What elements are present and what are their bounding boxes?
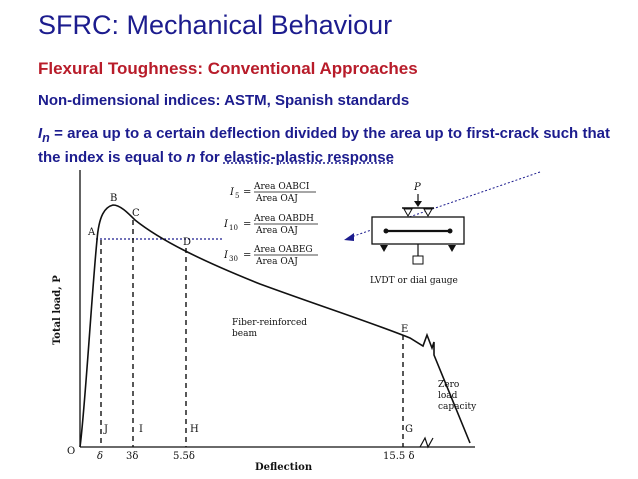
point-label-i: I: [139, 424, 143, 435]
elastic-plastic-link: elastic-plastic response: [223, 149, 394, 166]
intro-text: Non-dimensional indices: ASTM, Spanish standards: [38, 92, 410, 109]
eq30-equals: =: [243, 250, 252, 261]
slide-title: SFRC: Mechanical Behaviour: [38, 10, 393, 40]
point-label-j: J: [104, 424, 109, 435]
eq5-numerator: Area OABCI: [254, 182, 310, 192]
eq10-equals: =: [243, 219, 252, 230]
point-label-o: O: [67, 446, 76, 457]
gauge-label: LVDT or dial gauge: [370, 276, 458, 286]
pointer-arrowhead: [344, 233, 354, 241]
point-label-b: B: [110, 193, 118, 204]
zero-capacity-line-3: capacity: [438, 402, 477, 412]
point-label-h: H: [190, 424, 199, 435]
eq10-lhs: I: [224, 219, 228, 230]
y-axis-label: Total load, P: [52, 275, 63, 345]
eq5-sub: 5: [235, 192, 240, 200]
curve-label-line-2: beam: [232, 329, 257, 339]
load-p-label: P: [414, 182, 421, 193]
definition-part-2: for: [195, 149, 224, 166]
eq30-sub: 30: [229, 255, 238, 263]
eq5-denominator: Area OAJ: [256, 194, 298, 204]
zero-capacity-line-1: Zero: [438, 380, 460, 390]
test-setup-sketch: [370, 182, 464, 286]
curve-label-line-1: Fiber-reinforced: [232, 318, 308, 328]
point-label-d: D: [183, 237, 192, 248]
x-axis-label: Deflection: [255, 462, 313, 473]
tick-label-5-5delta: 5.5δ: [173, 451, 195, 462]
eq30-lhs: I: [224, 250, 228, 261]
equation-i30: [223, 245, 318, 267]
tick-label-3delta: 3δ: [126, 451, 139, 462]
support-left: [380, 245, 388, 252]
definition-n: n: [186, 149, 196, 166]
load-point-right: [424, 209, 432, 216]
load-arrow-head: [414, 201, 422, 207]
index-symbol: I: [38, 125, 43, 142]
beam-gauge-pin-left: [384, 229, 389, 234]
eq30-numerator: Area OABEG: [254, 245, 313, 255]
eq10-denominator: Area OAJ: [256, 226, 298, 236]
point-label-c: C: [132, 208, 140, 219]
definition-part-1: = area up to a certain deflection divided by the area up to first-crack such that the index is equal to: [38, 125, 610, 166]
equation-i5: [229, 182, 316, 204]
axis-break-mark: [420, 438, 433, 447]
tick-label-delta: δ: [97, 451, 104, 462]
beam-gauge-pin-right: [448, 229, 453, 234]
eq30-denominator: Area OAJ: [256, 257, 298, 267]
support-right: [448, 245, 456, 252]
index-subscript: n: [42, 131, 50, 145]
gauge-body: [413, 256, 423, 264]
zero-capacity-line-2: load: [438, 391, 458, 401]
eq5-lhs: I: [230, 187, 234, 198]
load-point-left: [404, 209, 412, 216]
eq5-equals: =: [243, 187, 252, 198]
point-label-a: A: [88, 227, 96, 238]
point-label-e: E: [401, 324, 409, 335]
equation-i10: [223, 214, 318, 236]
slide-subtitle: Flexural Toughness: Conventional Approaches: [38, 59, 418, 78]
point-label-g: G: [405, 424, 413, 435]
eq10-sub: 10: [229, 224, 238, 232]
eq10-numerator: Area OABDH: [254, 214, 314, 224]
tick-label-15-5delta: 15.5 δ: [383, 451, 415, 462]
